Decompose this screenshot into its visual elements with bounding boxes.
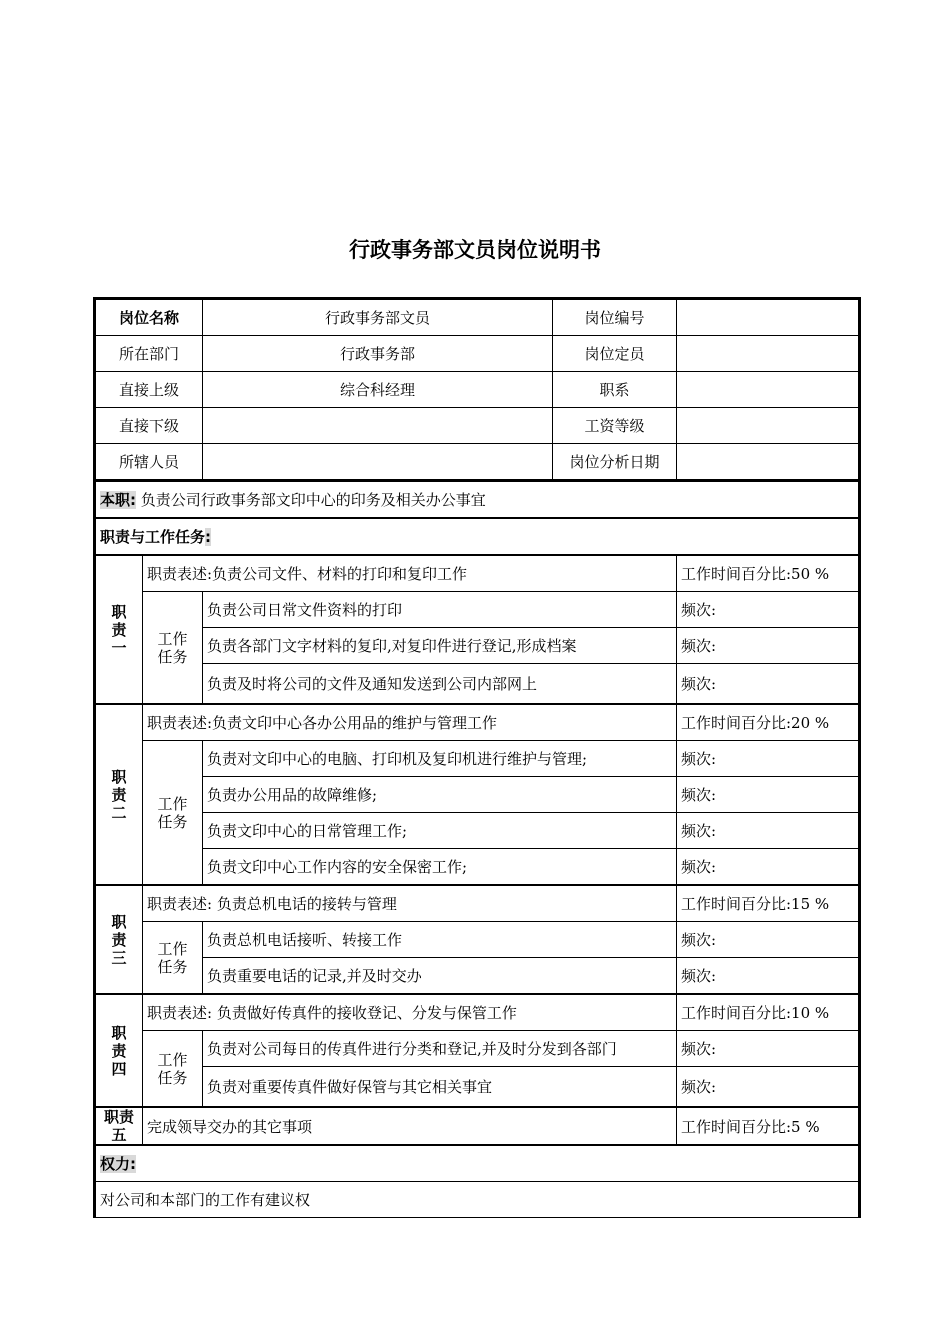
duty-1-task-1-freq: 频次: xyxy=(677,592,859,628)
duty-2-task-4-freq: 频次: xyxy=(677,849,859,886)
label-analysis-date: 岗位分析日期 xyxy=(553,444,677,480)
main-table xyxy=(95,480,859,1218)
duty-5-label-line: 职责 xyxy=(103,1108,134,1126)
duty-2-task-label xyxy=(143,741,203,886)
task-label-line: 工作 xyxy=(157,629,188,648)
duty-4-label xyxy=(96,994,143,1107)
duty-4-pct: 工作时间百分比:10 % xyxy=(677,994,859,1031)
value-job-family xyxy=(677,372,859,408)
label-direct-superior: 直接上级 xyxy=(96,372,203,408)
duty-2-task-2: 负责办公用品的故障维修; xyxy=(203,777,677,813)
duty-2-label-char: 责 xyxy=(111,785,127,804)
duty-3-task-2-freq: 频次: xyxy=(677,958,859,995)
duty-1-label-char: 责 xyxy=(111,620,127,639)
duty-1-task-2-freq: 频次: xyxy=(677,628,859,664)
duty-4-task-1-freq: 频次: xyxy=(677,1031,859,1067)
task-label-line: 任务 xyxy=(157,957,188,976)
duty-3-label-char: 职 xyxy=(111,912,127,931)
duty-4-task-label xyxy=(143,1031,203,1108)
value-analysis-date xyxy=(677,444,859,480)
task-label-line: 工作 xyxy=(157,1050,188,1069)
value-headcount xyxy=(677,336,859,372)
duty-2-task-1: 负责对文印中心的电脑、打印机及复印机进行维护与管理; xyxy=(203,741,677,777)
duties-heading-label: 职责与工作任务 xyxy=(100,528,206,546)
duty-1-desc: 职责表述:负责公司文件、材料的打印和复印工作 xyxy=(143,555,677,592)
duty-4-label-char: 责 xyxy=(111,1041,127,1060)
value-staff-under xyxy=(203,444,553,480)
document-title: 行政事务部文员岗位说明书 xyxy=(349,238,601,262)
core-duty-row xyxy=(96,481,859,518)
duty-3-label-char: 责 xyxy=(111,930,127,949)
duty-3-task-2: 负责重要电话的记录,并及时交办 xyxy=(203,958,677,995)
label-direct-subordinate: 直接下级 xyxy=(96,408,203,444)
task-label-line: 任务 xyxy=(157,812,188,831)
duty-5-label-line: 五 xyxy=(111,1126,127,1144)
duty-2-task-2-freq: 频次: xyxy=(677,777,859,813)
duty-2-desc: 职责表述:负责文印中心各办公用品的维护与管理工作 xyxy=(143,704,677,741)
header-table xyxy=(95,299,859,480)
power-label: 权力 xyxy=(100,1155,131,1173)
task-label-line: 任务 xyxy=(157,647,188,666)
core-duty-label: 本职 xyxy=(100,491,131,509)
task-label-line: 任务 xyxy=(157,1068,188,1087)
label-headcount: 岗位定员 xyxy=(553,336,677,372)
duty-3-label xyxy=(96,885,143,994)
power-text: 对公司和本部门的工作有建议权 xyxy=(96,1182,859,1218)
duty-3-task-1: 负责总机电话接听、转接工作 xyxy=(203,922,677,958)
duty-1-task-2: 负责各部门文字材料的复印,对复印件进行登记,形成档案 xyxy=(203,628,677,664)
task-label-line: 工作 xyxy=(157,794,188,813)
label-staff-under: 所辖人员 xyxy=(96,444,203,480)
duty-4-task-2: 负责对重要传真件做好保管与其它相关事宜 xyxy=(203,1067,677,1108)
duty-3-task-1-freq: 频次: xyxy=(677,922,859,958)
value-direct-superior: 综合科经理 xyxy=(203,372,553,408)
label-salary-grade: 工资等级 xyxy=(553,408,677,444)
duty-4-desc: 职责表述: 负责做好传真件的接收登记、分发与保管工作 xyxy=(143,994,677,1031)
core-duty-colon: : xyxy=(130,491,137,509)
duty-3-task-label xyxy=(143,922,203,995)
duty-5-label xyxy=(96,1107,143,1145)
task-label-line: 工作 xyxy=(157,939,188,958)
label-position-number: 岗位编号 xyxy=(553,300,677,336)
duty-5-desc: 完成领导交办的其它事项 xyxy=(143,1107,677,1145)
duty-4-task-1: 负责对公司每日的传真件进行分类和登记,并及时分发到各部门 xyxy=(203,1031,677,1067)
duty-3-pct: 工作时间百分比:15 % xyxy=(677,885,859,922)
job-description-form xyxy=(93,297,861,1218)
duty-2-task-3-freq: 频次: xyxy=(677,813,859,849)
value-position-name: 行政事务部文员 xyxy=(203,300,553,336)
power-heading-row xyxy=(96,1145,859,1182)
value-position-number xyxy=(677,300,859,336)
duty-1-task-3: 负责及时将公司的文件及通知发送到公司内部网上 xyxy=(203,664,677,705)
duty-1-task-label xyxy=(143,592,203,705)
duty-4-label-char: 职 xyxy=(111,1023,127,1042)
duty-2-task-1-freq: 频次: xyxy=(677,741,859,777)
duty-4-task-2-freq: 频次: xyxy=(677,1067,859,1108)
duty-1-task-3-freq: 频次: xyxy=(677,664,859,705)
duty-2-label xyxy=(96,704,143,885)
duty-3-label-char: 三 xyxy=(111,948,127,967)
value-salary-grade xyxy=(677,408,859,444)
power-colon: : xyxy=(130,1155,137,1173)
duty-5-pct: 工作时间百分比:5 % xyxy=(677,1107,859,1145)
duty-1-label xyxy=(96,555,143,704)
duty-2-pct: 工作时间百分比:20 % xyxy=(677,704,859,741)
duty-2-label-char: 二 xyxy=(111,803,127,822)
duty-1-task-1: 负责公司日常文件资料的打印 xyxy=(203,592,677,628)
label-department: 所在部门 xyxy=(96,336,203,372)
duty-1-pct: 工作时间百分比:50 % xyxy=(677,555,859,592)
duties-heading-row xyxy=(96,518,859,555)
core-duty-text: 负责公司行政事务部文印中心的印务及相关办公事宜 xyxy=(140,491,486,509)
value-direct-subordinate xyxy=(203,408,553,444)
duty-4-label-char: 四 xyxy=(111,1059,127,1078)
duty-1-label-char: 职 xyxy=(111,602,127,621)
duty-3-desc: 职责表述: 负责总机电话的接转与管理 xyxy=(143,885,677,922)
duty-2-label-char: 职 xyxy=(111,767,127,786)
value-department: 行政事务部 xyxy=(203,336,553,372)
duty-1-label-char: 一 xyxy=(111,638,127,657)
label-job-family: 职系 xyxy=(553,372,677,408)
duties-heading-colon: : xyxy=(205,528,212,546)
duty-2-task-3: 负责文印中心的日常管理工作; xyxy=(203,813,677,849)
label-position-name: 岗位名称 xyxy=(96,300,203,336)
duty-2-task-4: 负责文印中心工作内容的安全保密工作; xyxy=(203,849,677,886)
